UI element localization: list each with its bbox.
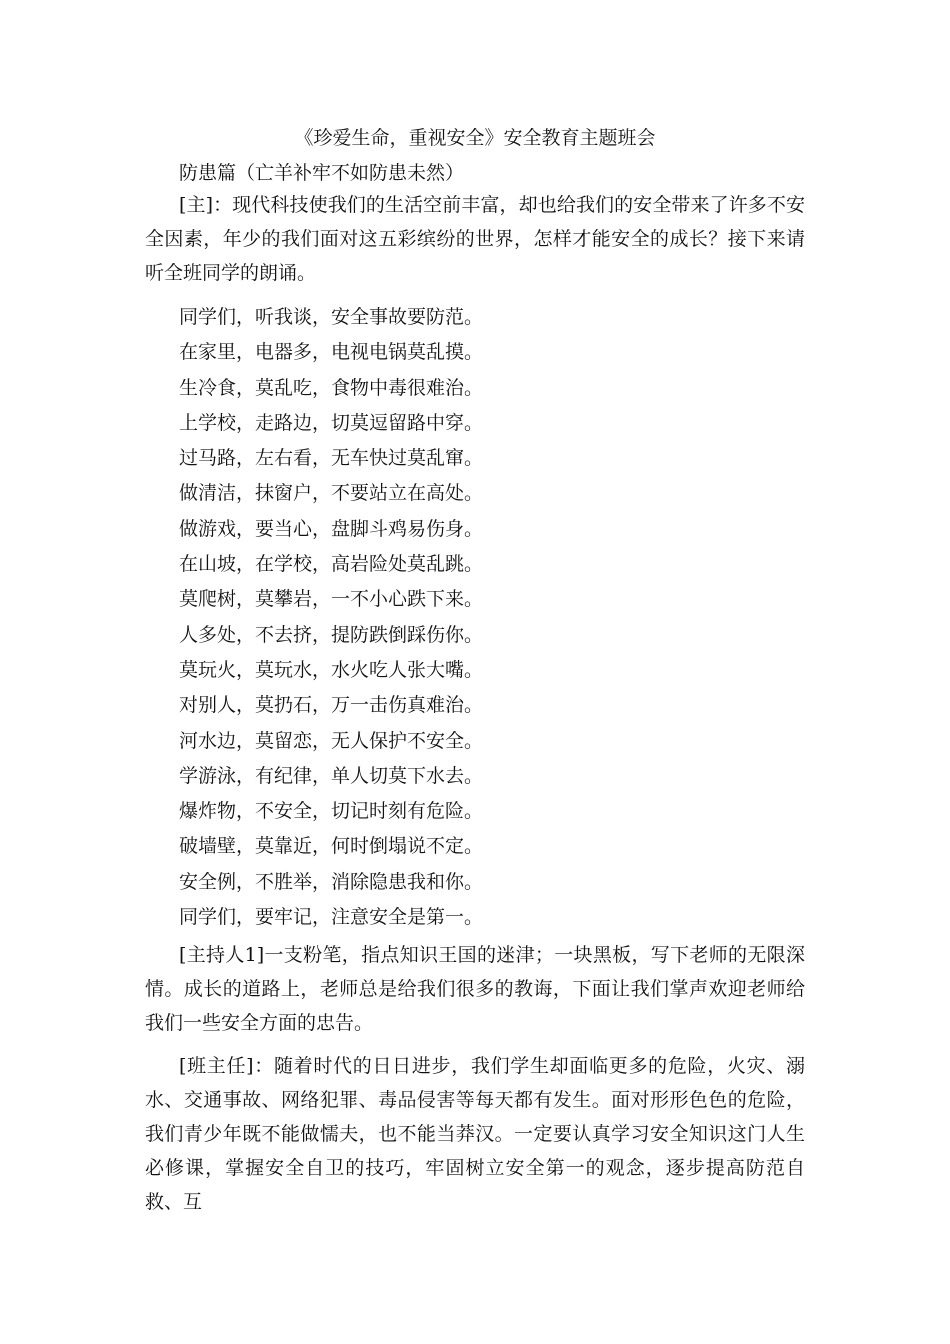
section-heading: 防患篇（亡羊补牢不如防患未然） (179, 162, 465, 184)
poem-line: 同学们，听我谈，安全事故要防范。 (179, 306, 484, 328)
document-title: 《珍爱生命，重视安全》安全教育主题班会 (294, 127, 656, 149)
poem-line: 人多处，不去挤，提防跌倒踩伤你。 (179, 623, 484, 646)
poem-line: 爆炸物，不安全，切记时刻有危险。 (179, 800, 484, 823)
poem-line: 莫玩火，莫玩水，水火吃人张大嘴。 (179, 658, 484, 681)
poem-line: 学游泳，有纪律，单人切莫下水去。 (179, 764, 484, 787)
poem-line: 安全例，不胜举，消除隐患我和你。 (179, 870, 484, 893)
teacher-paragraph: [班主任]：随着时代的日日进步，我们学生却面临更多的危险，火灾、溺水、交通事故、网络犯罪、毒品侵害等每天都有发生。面对形形色色的危险，我们青少年既不能做懦夫，也不能当莽汉。一定要认真学习安全知识这门人生必修课，掌握安全自卫的技巧，牢固树立安全第一的观念，逐步提高防范自救、互 (145, 1055, 805, 1213)
intro-paragraph: [主]：现代科技使我们的生活空前丰富，却也给我们的安全带来了许多不安全因素，年少的我们面对这五彩缤纷的世界，怎样才能安全的成长？接下来请听全班同学的朗诵。 (145, 194, 805, 284)
poem-line: 上学校，走路边，切莫逗留路中穿。 (179, 411, 484, 434)
poem-line: 做清洁，抹窗户，不要站立在高处。 (179, 482, 484, 505)
poem-line: 破墙壁，莫靠近，何时倒塌说不定。 (179, 835, 484, 858)
poem-line: 河水边，莫留恋，无人保护不安全。 (179, 729, 484, 752)
poem-line: 过马路，左右看，无车快过莫乱窜。 (179, 447, 484, 470)
poem-line: 生冷食，莫乱吃，食物中毒很难治。 (179, 376, 484, 399)
host1-paragraph: [主持人1]一支粉笔，指点知识王国的迷津；一块黑板，写下老师的无限深情。成长的道路上，老师总是给我们很多的教诲，下面让我们掌声欢迎老师给我们一些安全方面的忠告。 (145, 944, 805, 1034)
poem-line: 对别人，莫扔石，万一击伤真难治。 (179, 694, 484, 717)
poem-line: 做游戏，要当心，盘脚斗鸡易伤身。 (179, 517, 484, 540)
poem-line: 同学们，要牢记，注意安全是第一。 (179, 906, 484, 929)
poem-line: 在山坡，在学校，高岩险处莫乱跳。 (179, 553, 484, 576)
poem-line: 莫爬树，莫攀岩，一不小心跌下来。 (179, 588, 484, 611)
recitation-poem (179, 300, 483, 935)
poem-line: 在家里，电器多，电视电锅莫乱摸。 (179, 341, 484, 364)
